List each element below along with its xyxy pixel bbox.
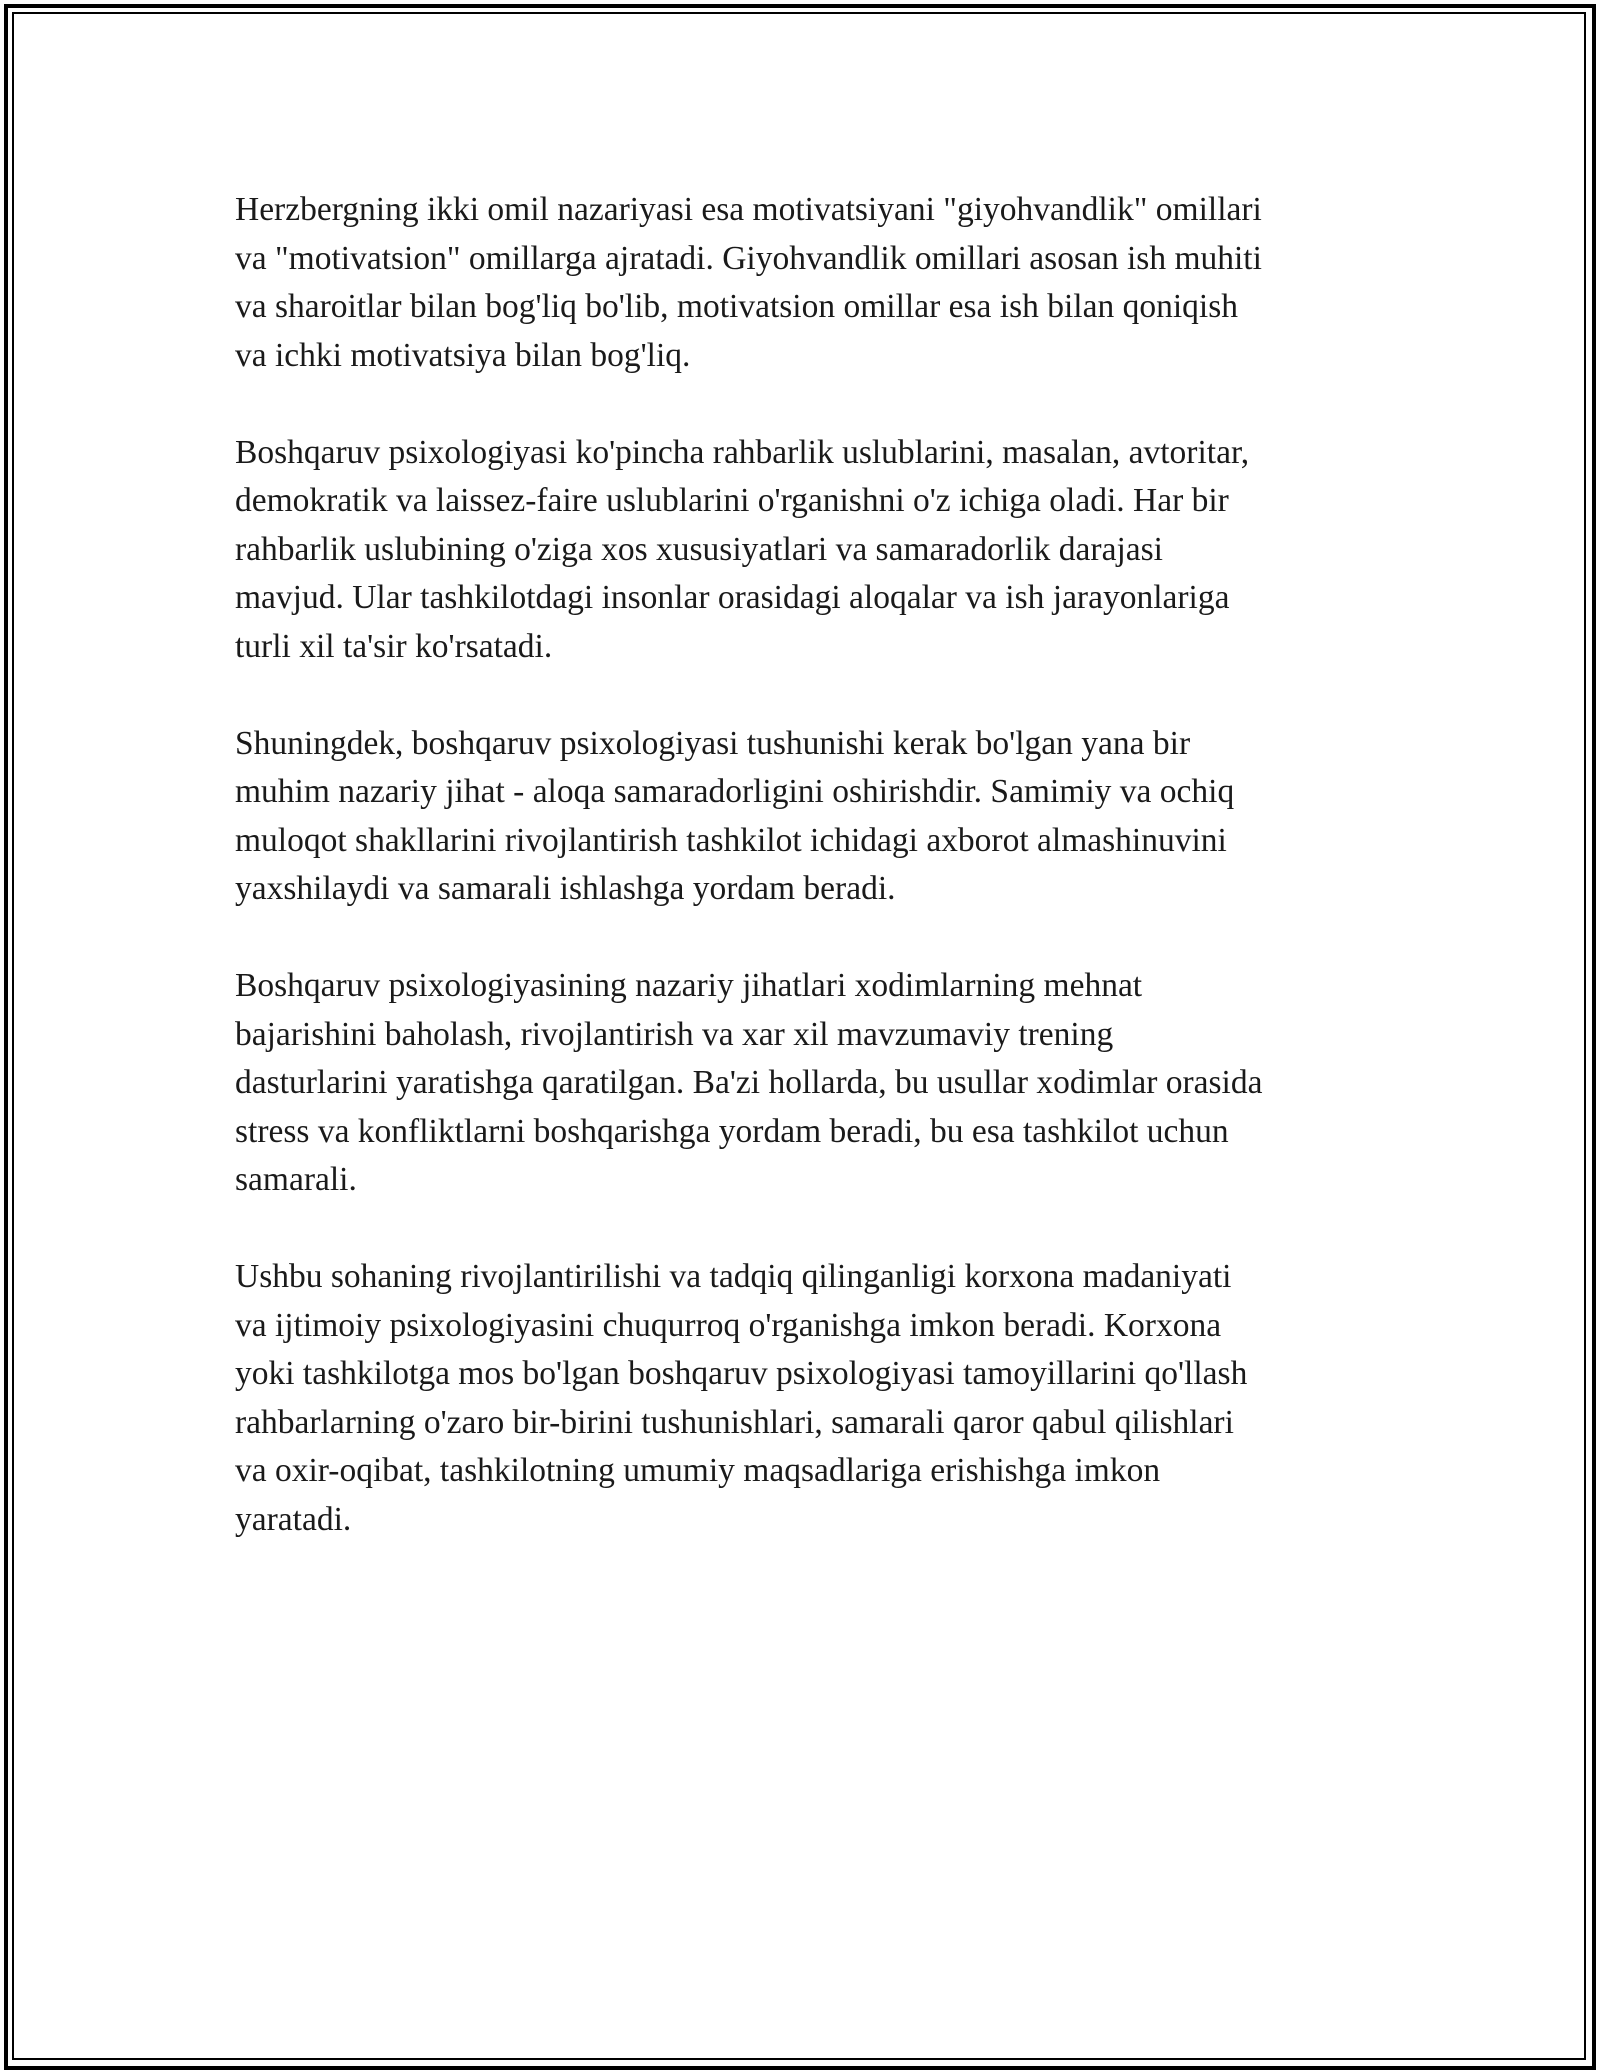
paragraph-theory-aspects: [235, 962, 1385, 1205]
text-line: muhim nazariy jihat - aloqa samaradorligini oshirishdir. Samimiy va ochiq: [235, 773, 1235, 810]
text-line: muloqot shakllarini rivojlantirish tashkilot ichidagi axborot almashinuvini: [235, 821, 1227, 859]
text-line: Boshqaruv psixologiyasining nazariy jihatlari xodimlarning mehnat: [235, 967, 1143, 1004]
text-line: bajarishini baholash, rivojlantirish va xar xil mavzumaviy trening: [235, 1015, 1114, 1053]
text-line: va sharoitlar bilan bog'liq bo'lib, motivatsion omillar esa ish bilan qoniqish: [235, 288, 1238, 325]
text-line: yoki tashkilotga mos bo'lgan boshqaruv psixologiyasi tamoyillarini qo'llash: [235, 1355, 1248, 1392]
text-line: va oxir-oqibat, tashkilotning umumiy maqsadlariga erishishga imkon: [235, 1452, 1161, 1489]
text-line: demokratik va laissez-faire uslublarini o'rganishni o'z ichiga oladi. Har bir: [235, 482, 1229, 519]
text-line: Herzbergning ikki omil nazariyasi esa motivatsiyani "giyohvandlik" omillari: [235, 191, 1262, 228]
text-line: samarali.: [235, 1161, 357, 1198]
paragraph-herzberg: [235, 186, 1385, 380]
text-line: Boshqaruv psixologiyasi ko'pincha rahbarlik uslublarini, masalan, avtoritar,: [235, 433, 1250, 471]
text-line: va ijtimoiy psixologiyasini chuqurroq o'rganishga imkon beradi. Korxona: [235, 1306, 1222, 1344]
document-body: [235, 186, 1385, 1593]
text-line: yaratadi.: [235, 1500, 352, 1538]
text-line: Shuningdek, boshqaruv psixologiyasi tushunishi kerak bo'lgan yana bir: [235, 724, 1191, 762]
text-line: Ushbu sohaning rivojlantirilishi va tadqiq qilinganligi korxona madaniyati: [235, 1258, 1232, 1295]
paragraph-development: [235, 1253, 1385, 1544]
text-line: rahbarlik uslubining o'ziga xos xususiyatlari va samaradorlik darajasi: [235, 530, 1163, 568]
text-line: dasturlarini yaratishga qaratilgan. Ba'zi hollarda, bu usullar xodimlar orasida: [235, 1064, 1263, 1101]
text-line: rahbarlarning o'zaro bir-birini tushunishlari, samarali qaror qabul qilishlari: [235, 1403, 1234, 1441]
text-line: mavjud. Ular tashkilotdagi insonlar orasidagi aloqalar va ish jarayonlariga: [235, 579, 1230, 616]
text-line: va ichki motivatsiya bilan bog'liq.: [235, 336, 691, 374]
text-line: va "motivatsion" omillarga ajratadi. Giyohvandlik omillari asosan ish muhiti: [235, 239, 1262, 277]
paragraph-leadership-styles: [235, 429, 1385, 672]
paragraph-communication: [235, 720, 1385, 914]
text-line: yaxshilaydi va samarali ishlashga yordam beradi.: [235, 870, 896, 907]
text-line: stress va konfliktlarni boshqarishga yordam beradi, bu esa tashkilot uchun: [235, 1112, 1229, 1150]
text-line: turli xil ta'sir ko'rsatadi.: [235, 627, 553, 665]
